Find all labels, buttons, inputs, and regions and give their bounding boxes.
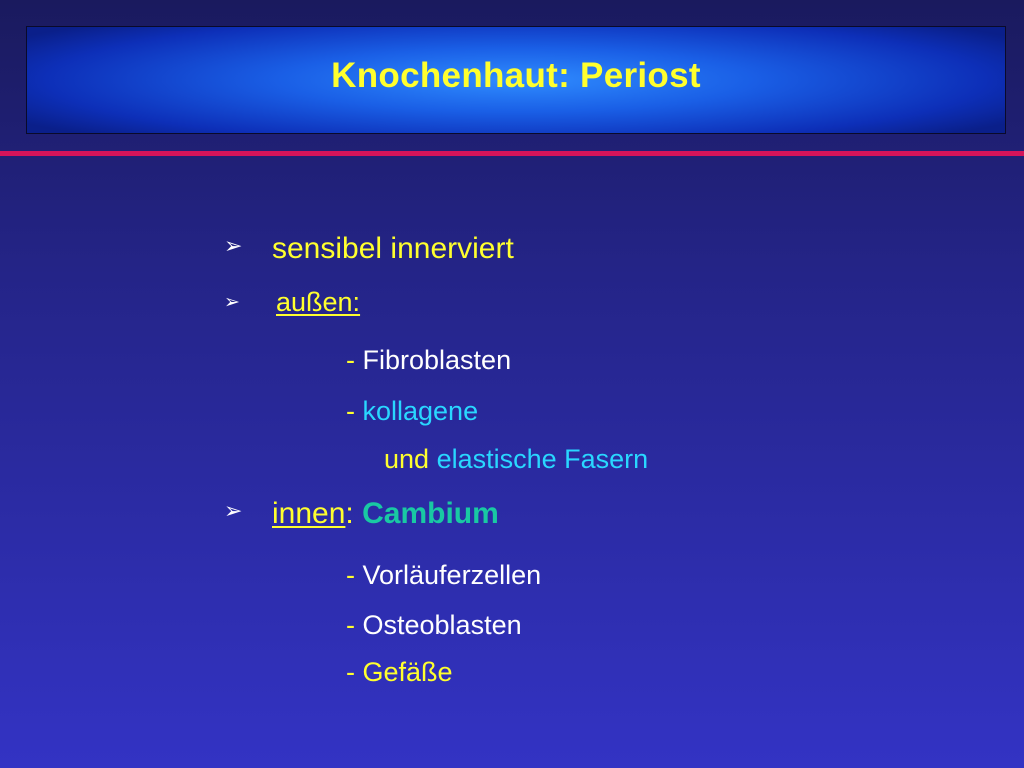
- list-item-elastische-fasern: [384, 444, 648, 475]
- list-item-kollagene: [346, 396, 478, 427]
- dash: -: [346, 657, 363, 687]
- title-banner: [26, 26, 1006, 134]
- dash: -: [346, 560, 363, 590]
- item-text: Fibroblasten: [362, 345, 512, 375]
- slide-title: Knochenhaut: Periost: [331, 56, 701, 95]
- item-text: Gefäße: [362, 657, 453, 687]
- dash: -: [346, 610, 363, 640]
- title-divider: [0, 151, 1024, 156]
- und-text: und: [384, 444, 430, 474]
- arrowhead-bullet-icon: ➢: [224, 291, 240, 313]
- list-item-vorlaeuferzellen: [346, 560, 541, 591]
- bullet-text: sensibel innerviert: [272, 232, 514, 265]
- dash: -: [346, 345, 363, 375]
- arrowhead-bullet-icon: ➢: [224, 234, 243, 259]
- arrowhead-bullet-icon: ➢: [224, 499, 243, 524]
- item-text: kollagene: [362, 396, 479, 426]
- bullet-text: außen:: [276, 287, 361, 317]
- bullet-innen-cambium: [272, 497, 499, 531]
- cambium-term: Cambium: [362, 497, 499, 530]
- dash: -: [346, 396, 363, 426]
- list-item-osteoblasten: [346, 610, 522, 641]
- bullet-aussen: [276, 287, 360, 318]
- item-text: Vorläuferzellen: [362, 560, 542, 590]
- item-text: Osteoblasten: [362, 610, 522, 640]
- list-item-gefaesse: [346, 657, 453, 688]
- colon: :: [345, 497, 354, 530]
- list-item-fibroblasten: [346, 345, 511, 376]
- bullet-text: innen: [272, 497, 346, 530]
- item-text: elastische Fasern: [436, 444, 649, 474]
- bullet-sensibel-innerviert: [272, 232, 514, 266]
